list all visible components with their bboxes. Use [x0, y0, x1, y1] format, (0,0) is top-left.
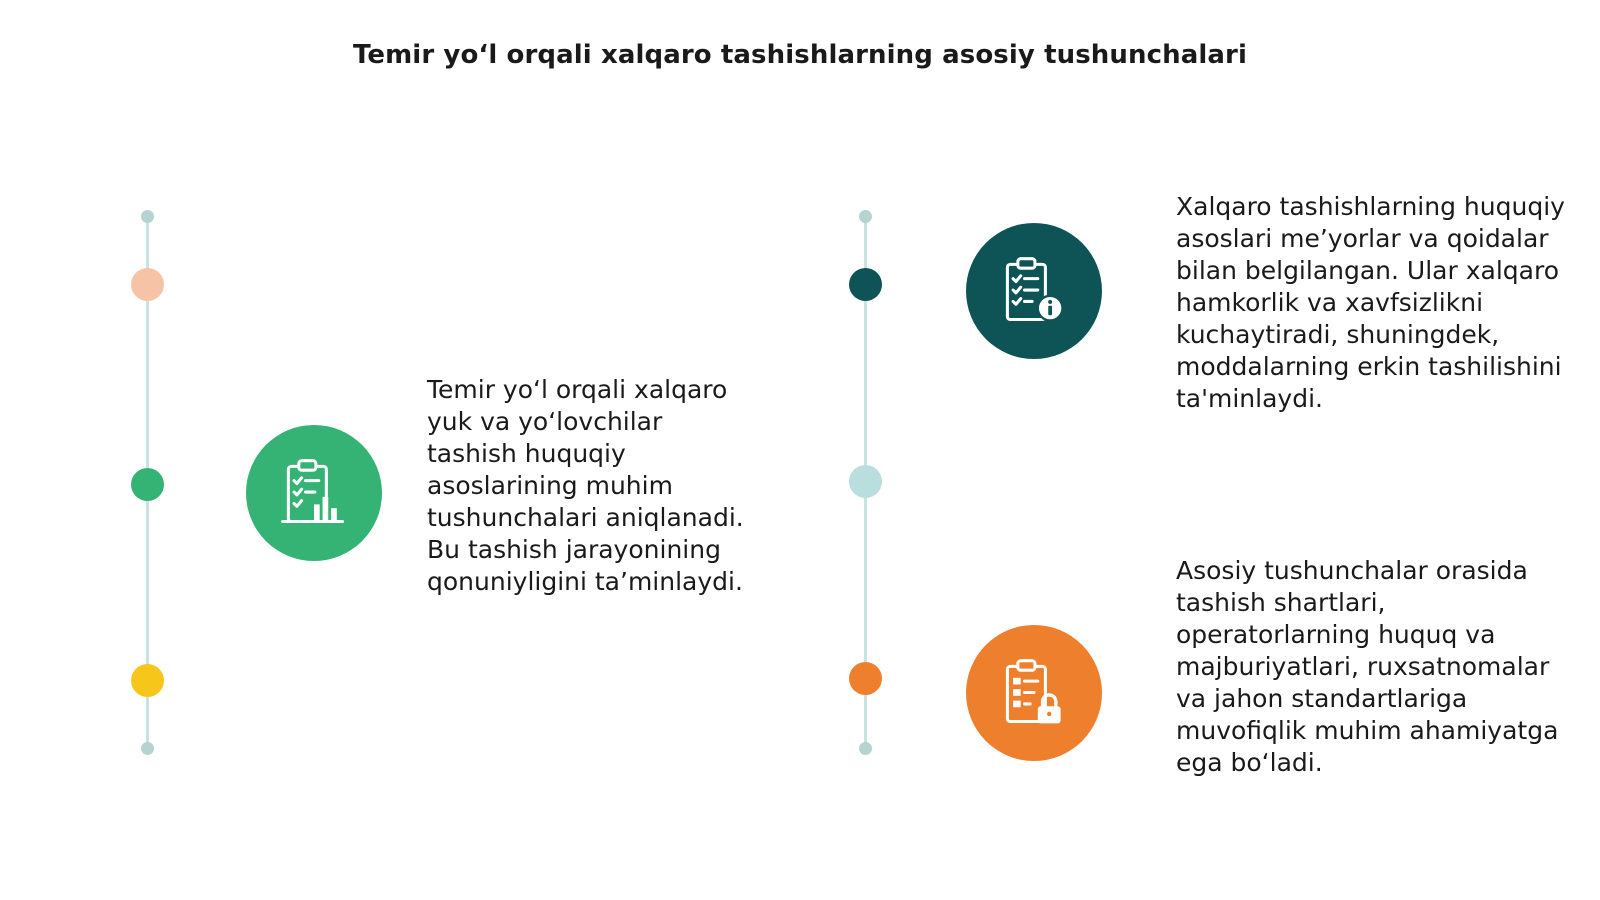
- timeline-end-dot: [141, 742, 154, 755]
- timeline-dot-dark-teal: [849, 268, 882, 301]
- timeline-end-dot: [859, 210, 872, 223]
- timeline-dot-green: [131, 468, 164, 501]
- left-timeline: [128, 210, 168, 760]
- clipboard-info-icon: [966, 223, 1102, 359]
- page-title: Temir yo‘l orqali xalqaro tashishlarning asosiy tushunchalari: [353, 40, 1247, 70]
- right-timeline: [846, 210, 886, 760]
- timeline-dot-light-teal: [849, 465, 882, 498]
- item-text-3: Asosiy tushunchalar orasida tashish shartlari, operatorlarning huquq va majburiyatlari, ruxsatnomalar va jahon standartlariga muvofiqlik muhim ahamiyatga ega bo‘ladi.: [1176, 556, 1559, 777]
- timeline-end-dot: [859, 742, 872, 755]
- clipboard-chart-icon: [246, 425, 382, 561]
- item-text-1: Temir yo‘l orqali xalqaro yuk va yo‘lovchilar tashish huquqiy asoslarining muhim tushunchalari aniqlanadi. Bu tashish jarayonining qonuniyligini ta’minlaydi.: [427, 375, 744, 596]
- item-text-2: Xalqaro tashishlarning huquqiy asoslari me’yorlar va qoidalar bilan belgilangan. Ular xalqaro hamkorlik va xavfsizlikni kuchaytiradi, shuningdek, moddalarning erkin tashilishini ta'minlaydi.: [1176, 192, 1565, 413]
- timeline-end-dot: [141, 210, 154, 223]
- timeline-dot-yellow: [131, 664, 164, 697]
- timeline-dot-peach: [131, 268, 164, 301]
- timeline-dot-orange: [849, 662, 882, 695]
- clipboard-lock-icon: [966, 625, 1102, 761]
